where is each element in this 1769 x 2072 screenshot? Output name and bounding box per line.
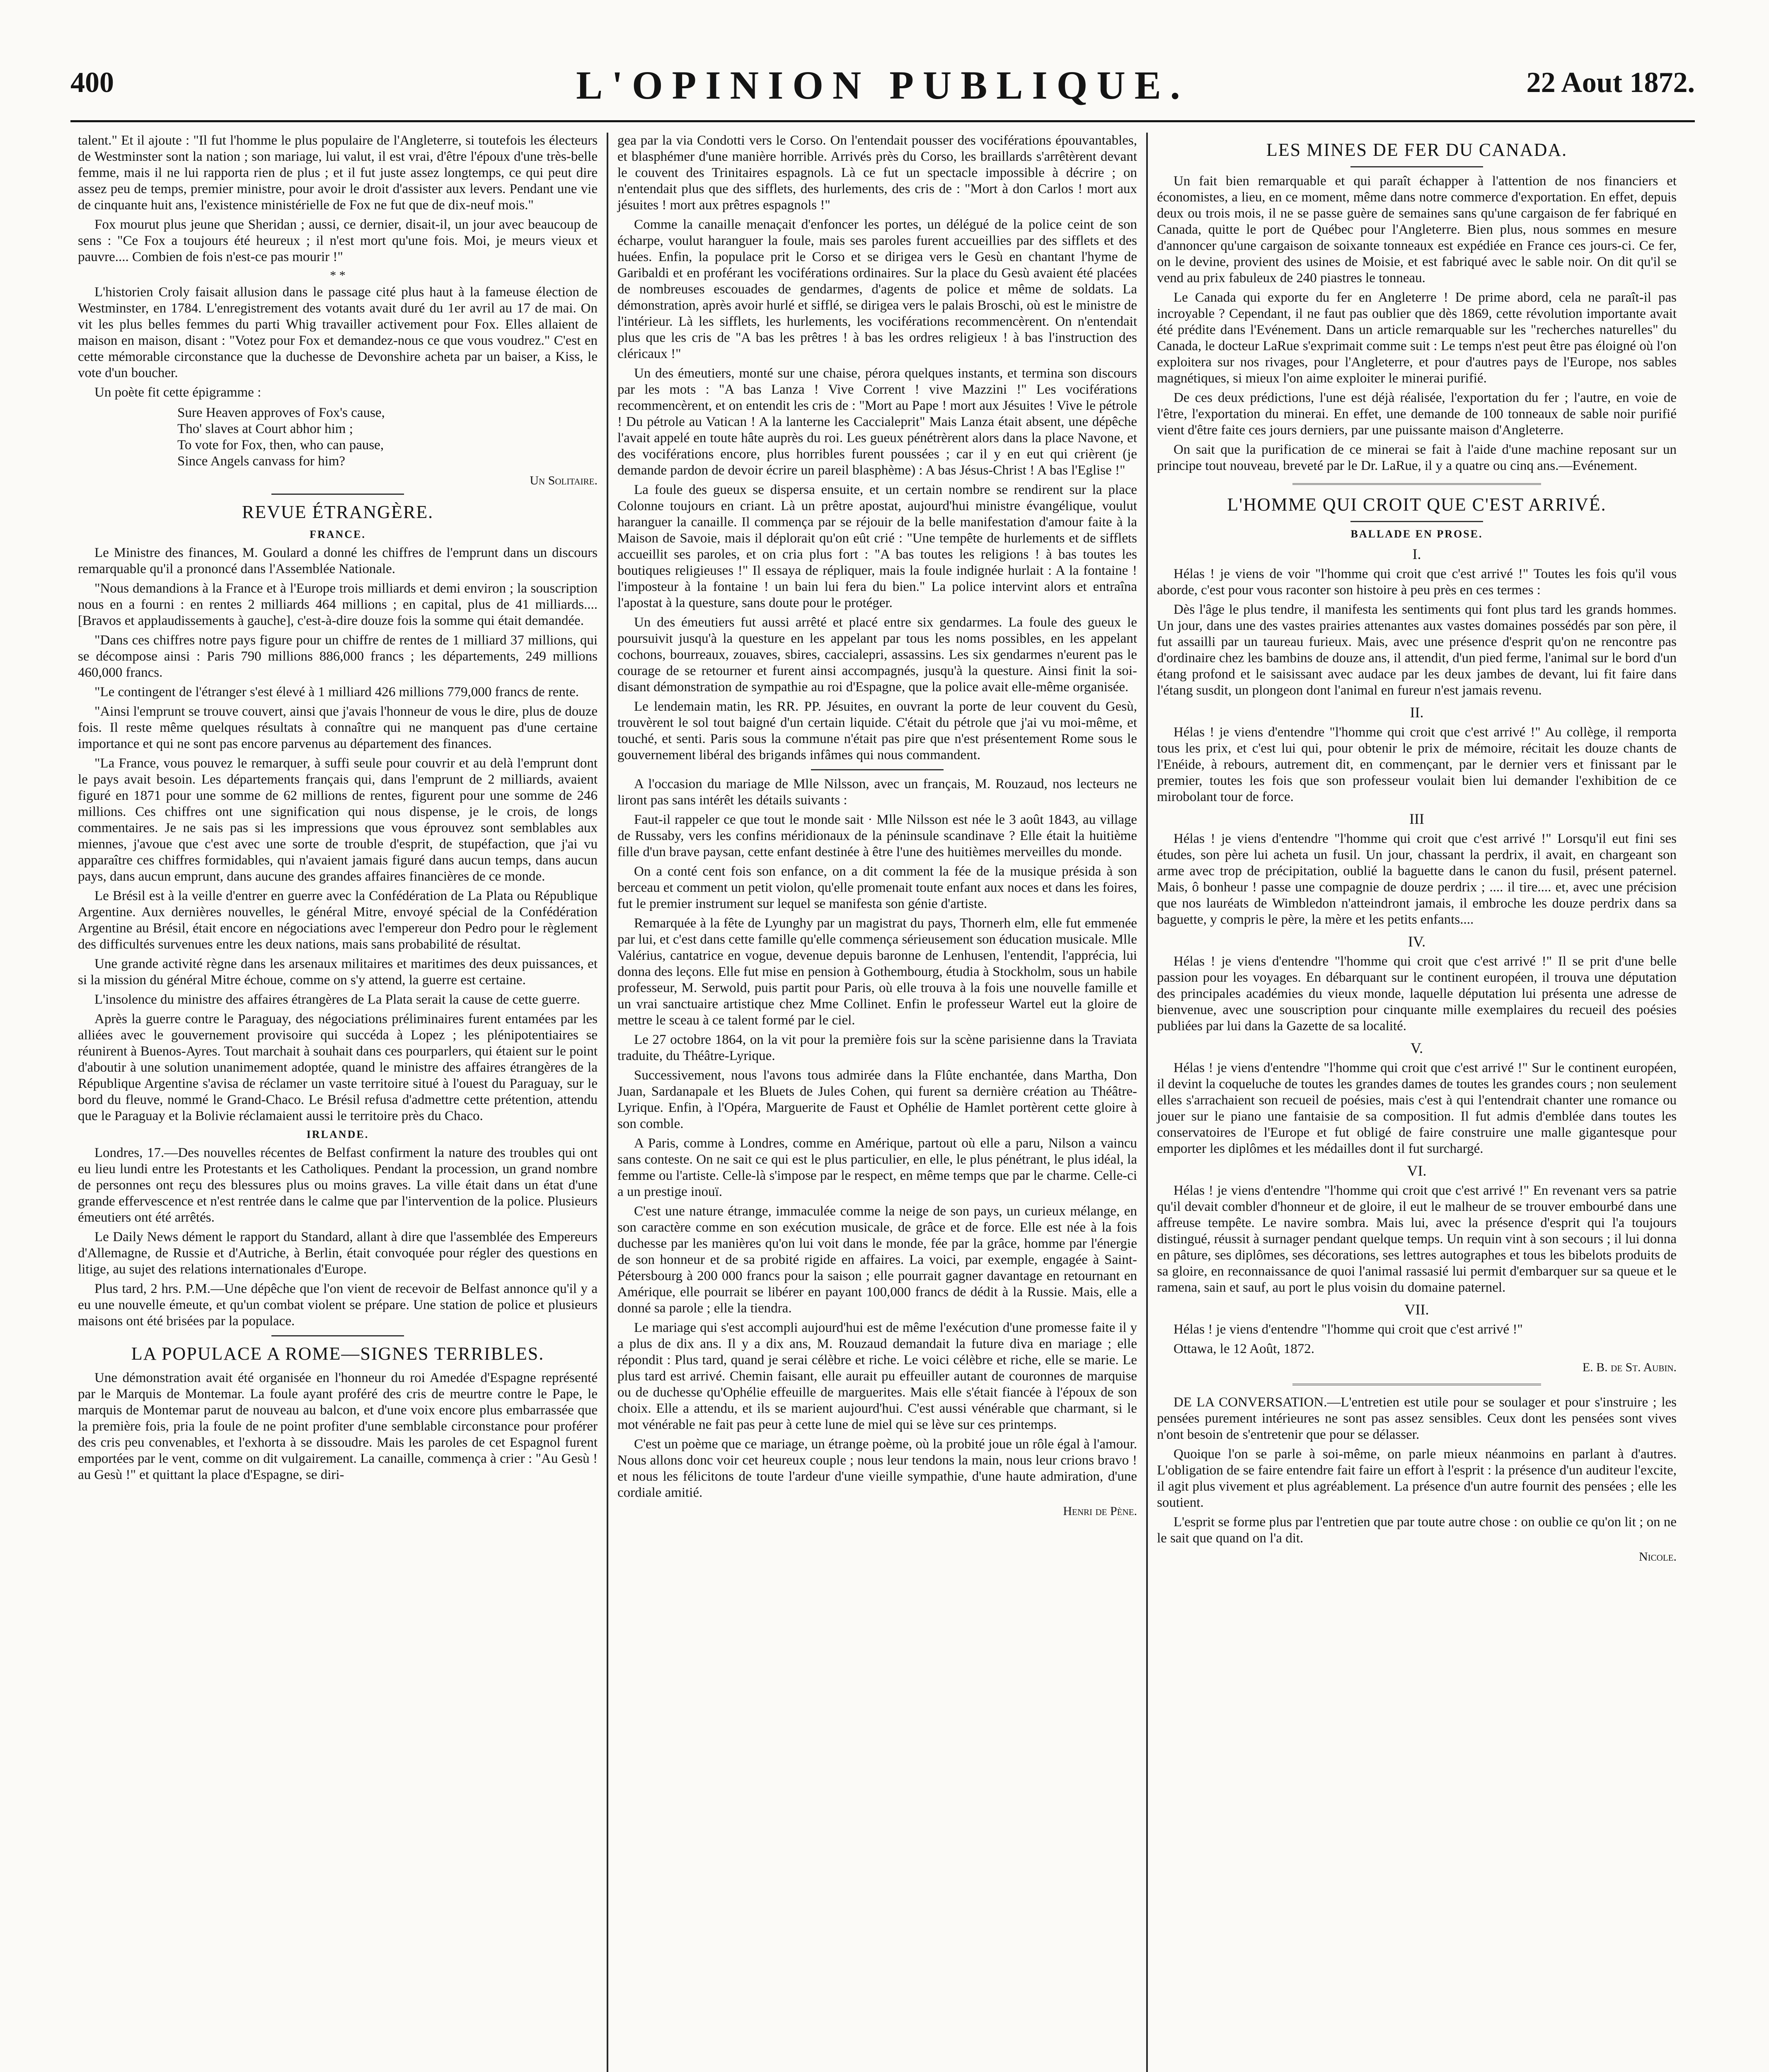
paragraph: Le lendemain matin, les RR. PP. Jésuites, en ouvrant la porte de leur couvent du Gesù, trouvèrent le sol tout baigné d'un certain liquide. C'était du pétrole que j'ai vu moi-même, et touché, et senti. Paris sous la commune n'était pas pire que n'est présentement Rome sous le gouvernement libéral des brigands infâmes qui nous commandent. — [617, 699, 1137, 762]
subsection-title: IRLANDE. — [306, 1128, 369, 1140]
signature: Henri de Pène. — [1063, 1504, 1137, 1518]
paragraph: La foule des gueux se dispersa ensuite, et un certain nombre se rendirent sur la place Colonne toujours en criant. Là un prêtre apostat, aujourd'hui ministre évangélique, voulut haranguer la canaille. Il commença par se réjouir de la belle manifestation d'amour faite à la Maison de Savoie, mais il déplorait qu'on eût crié : "Une tempête de hurlements et de sifflets accueillit ses paroles, et on cria plus fort : "A bas toutes les religions ! à bas toutes les boutiques religieuses !" Il essaya de répliquer, mais la foule indignée hurlait : A la fontaine ! l'imposteur à la fontaine ! un bain lui fera du bien." La police intervint alors et entraîna l'apostat à la questure, sans doute pour le protéger. — [617, 482, 1137, 610]
column-1 — [70, 133, 605, 2072]
paragraph: C'est un poème que ce mariage, un étrange poème, où la probité joue un rôle égal à l'amour. Nous allons donc voir cet heureux couple ; nous leur tendons la main, nous leur crions bravo ! et nous les félicitons de toute l'ardeur d'une vieille sympathie, d'une haute admiration, d'une cordiale amitié. — [617, 1437, 1137, 1500]
paragraph: Le Ministre des finances, M. Goulard a donné les chiffres de l'emprunt dans un discours remarquable qu'il a prononcé dans l'Assemblée Nationale. — [78, 545, 598, 576]
newspaper-page — [70, 62, 1695, 2072]
signature: Un Solitaire. — [530, 474, 598, 487]
masthead — [70, 62, 1695, 122]
section-number: IV. — [1408, 933, 1426, 950]
section-number: VII. — [1404, 1301, 1429, 1318]
section-title: REVUE ÉTRANGÈRE. — [242, 502, 434, 522]
paragraph: Hélas ! je viens d'entendre "l'homme qui croit que c'est arrivé !" Sur le continent européen, il devint la coqueluche de toutes les grandes dames de toutes les grandes cours ; non seulement elles s'arrachaient son recueil de poésies, mais c'est à qui l'entendrait chanter une romance ou jouer sur le piano une fantaisie de sa composition. Il fut admis d'emblée dans toutes les conservatoires de l'Europe et fut obligé de faire construire une malle gigantesque pour emporter les diplômes et les médailles dont il fut surchargé. — [1157, 1060, 1677, 1156]
paragraph: DE LA CONVERSATION.—L'entretien est utile pour se soulager et pour s'instruire ; les pensées purement intérieures ne sont pas assez sensibles. Ceux dont les pensées sont vives n'ont besoin de s'entretenir que pour se délasser. — [1157, 1395, 1677, 1442]
paragraph: Remarquée à la fête de Lyunghy par un magistrat du pays, Thornerh elm, elle fut emmenée par lui, et c'est dans cette famille qu'elle commença sérieusement son éducation musicale. Mlle Valérius, cantatrice en vogue, devenue depuis baronne de Lenhusen, l'entendit, l'apprécia, lui donna des leçons. Elle fut mise en pension à Gothembourg, étudia à Stockholm, sous un habile professeur, M. Serwold, puis partit pour Paris, où elle trouva à la fois une nouvelle famille et un vrai sanctuaire artistique chez Mme Collinet. Enfin le professeur Wartel eut la gloire de mettre le sceau à ce talent formé par le ciel. — [617, 916, 1137, 1028]
column-3 — [1149, 133, 1684, 2072]
paragraph: Hélas ! je viens d'entendre "l'homme qui croit que c'est arrivé !" Il se prit d'une belle passion pour les voyages. En débarquant sur le continent européen, il trouva une députation des principales académies du vieux monde, laquelle députation lui présenta une adresse de bienvenue, avec une souscription pour cinquante mille exemplaires du recueil des poésies publiées par lui dans la Gazette de sa localité. — [1157, 954, 1677, 1034]
signature: Nicole. — [1639, 1550, 1677, 1564]
column-2 — [610, 133, 1145, 2072]
paragraph: Dès l'âge le plus tendre, il manifesta les sentiments qui font plus tard les grands hommes. Un jour, dans une des vastes prairies attenantes aux vastes domaines possédés par son père, il fut assailli par un taureau furieux. Mais, avec une présence d'esprit qu'on ne rencontre pas d'ordinaire chez les bambins de douze ans, il attendit, d'un pied ferme, l'animal sur le bord d'un étang profond et le saisissant avec audace par les deux jambes de devant, lui fit faire dans l'étang susdit, un plongeon dont l'animal en fureur n'est jamais revenu. — [1157, 602, 1677, 698]
section-ornament: * * — [330, 269, 346, 282]
divider — [271, 1335, 404, 1336]
divider — [271, 494, 404, 495]
section-number: V. — [1410, 1040, 1423, 1056]
section-title: LA POPULACE A ROME—SIGNES TERRIBLES. — [131, 1343, 544, 1364]
paragraph: Un des émeutiers, monté sur une chaise, pérora quelques instants, et termina son discours par les mots : "A bas Lanza ! Vive Corrent ! vive Mazzini !" Les vociférations recommencèrent, et on entendit les cris de : "Mort au Pape ! mort aux Jésuites ! Vive le pétrole ! Du pétrole au Vatican ! A la lanterne les Caccialeprit" Mais Lanza était absent, une dépêche l'avait appelé en toute hâte auprès du roi. Les gueux pénétrèrent alors dans la place Navone, et des vociférations encore, plus horribles furent poussées ; car il y en eut qui crièrent (je demande pardon de devoir écrire un pareil blasphème) : A bas Jésus-Christ ! A bas l'Eglise !" — [617, 366, 1137, 478]
paragraph: A l'occasion du mariage de Mlle Nilsson, avec un français, M. Rouzaud, nos lecteurs ne liront pas sans intérêt les détails suivants : — [617, 777, 1137, 808]
signature: E. B. de St. Aubin. — [1582, 1360, 1677, 1374]
paragraph: Hélas ! je viens d'entendre "l'homme qui croit que c'est arrivé !" Au collège, il remporta tous les prix, et c'est lui qui, pour obtenir le prix de mémoire, récitait les douze chants de l'Enéide, à rebours, autrement dit, en commençant, par le dernier vers et finissant par le premier, toutes les fois que son professeur voulait bien lui demander l'exhibition de ce mirobolant tour de force. — [1157, 725, 1677, 804]
epigram-poem — [177, 405, 598, 470]
paper-title: L'OPINION PUBLIQUE. — [576, 63, 1189, 107]
divider — [1292, 483, 1541, 485]
paragraph: Fox mourut plus jeune que Sheridan ; aussi, ce dernier, disait-il, un jour avec beaucoup de sens : "Ce Fox a toujours été heureux ; il n'est mort qu'une fois. Moi, je meurs vieux et pauvre.... Combien de fois n'est-ce pas mourir !" — [78, 217, 598, 264]
paragraph: On sait que la purification de ce minerai se fait à l'aide d'une machine reposant sur un principe tout nouveau, breveté par le Dr. LaRue, il y a quatre ou cinq ans.—Evénement. — [1157, 442, 1677, 473]
poem-line: Since Angels canvass for him? — [177, 454, 346, 469]
column-rule — [1146, 133, 1148, 2072]
paragraph: Un poète fit cette épigramme : — [94, 385, 261, 400]
paragraph: Comme la canaille menaçait d'enfoncer les portes, un délégué de la police ceint de son écharpe, voulut haranguer la foule, mais ses paroles furent accueillies par des sifflets et des huées. Enfin, la populace prit le Corso et se dirigea vers le Gesù en chantant l'hyme de Garibaldi et en proférant les vociférations ordinaires. Sur la place du Gesù avaient été placées de nombreuses escouades de gendarmes, d'agents de police et même de soldats. La démonstration, après avoir hurlé et sifflé, se dirigea vers le palais Broschi, où est le ministre de l'intérieur. Là les sifflets, les hurlements, les vociférations recommencèrent. On n'entendait plus que les cris de "A bas les prêtres ! à bas les ordres religieux ! à bas l'instruction des cléricaux !" — [617, 217, 1137, 361]
paragraph: talent." Et il ajoute : "Il fut l'homme le plus populaire de l'Angleterre, si toutefois les électeurs de Westminster sont la nation ; son mariage, lui valut, il est vrai, d'être l'époux d'une très-belle femme, mais il ne lui rapporta rien de plus ; et il fut juste assez longtemps, ce qui peut dire assez peu de temps, premier ministre, pour avoir le droit d'assister aux levers. Pendant une vie de cinquante huit ans, l'existence ministérielle de Fox ne fut que de dix-neuf mois." — [78, 133, 598, 213]
paragraph: Londres, 17.—Des nouvelles récentes de Belfast confirment la nature des troubles qui ont eu lieu lundi entre les Protestants et les Catholiques. Pendant la procession, un grand nombre de personnes ont reçu des blessures plus ou moins graves. La ville était dans un état d'une grande effervescence et n'est rentrée dans le calme que par l'intervention de la police. Plusieurs émeutiers ont été arrêtés. — [78, 1145, 598, 1225]
paragraph: "Ainsi l'emprunt se trouve couvert, ainsi que j'avais l'honneur de vous le dire, plus de douze fois. Il reste même quelques résultats à connaître qui ne manquent pas d'une certaine importance et qui ne sont pas encore parvenus au département des finances. — [78, 704, 598, 751]
paragraph: De ces deux prédictions, l'une est déjà réalisée, l'exportation du fer ; l'autre, en voie de l'être, l'exportation du minerai. En effet, une demande de 100 tonneaux de sable noir purifié vient d'être faite ces jours derniers, par une puissante maison d'Angleterre. — [1157, 390, 1677, 438]
subsection-title: BALLADE EN PROSE. — [1350, 528, 1483, 540]
section-number: VI. — [1407, 1162, 1427, 1179]
paragraph: "Dans ces chiffres notre pays figure pour un chiffre de rentes de 1 milliard 37 millions, qui se décompose ainsi : Paris 790 millions 886,000 francs ; les départements, 249 millions 460,000 francs. — [78, 633, 598, 680]
paragraph: Quoique l'on se parle à soi-même, on parle mieux néanmoins en parlant à d'autres. L'obligation de se faire entendre fait faire un effort à l'esprit : la présence d'un auditeur l'excite, il agit plus vivement et plus agréablement. La présence d'un autre fournit des pensées ; elle les soutient. — [1157, 1447, 1677, 1510]
paragraph: Une grande activité règne dans les arsenaux militaires et maritimes des deux puissances, et si la mission du général Mitre échoue, comme on s'y attend, la guerre est certaine. — [78, 956, 598, 988]
paragraph: A Paris, comme à Londres, comme en Amérique, partout où elle a paru, Nilson a vaincu sans conteste. On ne sait ce qui est le plus particulier, en elle, le plus pénétrant, le plus idéal, la femme ou l'artiste. Celle-là s'impose par le respect, en même temps que par le charme. Celle-ci a un prestige inouï. — [617, 1136, 1137, 1199]
paragraph: L'historien Croly faisait allusion dans le passage cité plus haut à la fameuse élection de Westminster, en 1784. L'enregistrement des votants avait duré du 1er avril au 17 de mai. On vit les plus belles femmes du parti Whig travailler activement pour Fox. Elles allaient de maison en maison, disant : "Votez pour Fox et demandez-nous ce que vous voudrez." C'est en cette mémorable circonstance que la duchesse de Devonshire acheta par un baiser, a Kiss, le vote d'un boucher. — [78, 285, 598, 380]
section-number: I. — [1412, 546, 1421, 562]
section-number: III — [1409, 811, 1424, 827]
poem-line: Tho' slaves at Court abhor him ; — [177, 421, 353, 436]
page-number: 400 — [70, 67, 114, 99]
paragraph: "La France, vous pouvez le remarquer, à suffi seule pour couvrir et au delà l'emprunt dont le pays avait besoin. Les départements français qui, dans l'emprunt de 2 milliards, avaient figuré en 1871 pour une somme de 62 millions de rentes, figurent pour une somme de 246 millions. Ces chiffres ont une signification qui nous dispense, je le crois, de longs commentaires. Je ne sais pas si les impressions que vous éprouvez sont semblables aux miennes, j'avoue que c'est avec une sorte de trouble d'esprit, de stupéfaction, que j'ai vu apparaître ces chiffres formidables, qui n'avaient jamais figuré dans aucun temps, dans aucun pays, dans aucun emprunt, dans aucune des grandes affaires financières de ce monde. — [78, 756, 598, 884]
paragraph: L'esprit se forme plus par l'entretien que par toute autre chose : on oublie ce qu'on lit ; on ne le sait que quand on l'a dit. — [1157, 1515, 1677, 1546]
paragraph: Faut-il rappeler ce que tout le monde sait · Mlle Nilsson est née le 3 août 1843, au village de Russaby, vers les confins méridionaux de la péninsule scandinave ? Elle était la huitième fille d'un brave paysan, cette enfant destinée à être l'une des huitièmes merveilles du monde. — [617, 812, 1137, 859]
divider — [811, 769, 944, 770]
paragraph: Plus tard, 2 hrs. P.M.—Une dépêche que l'on vient de recevoir de Belfast annonce qu'il y a eu une nouvelle émeute, et qu'un combat violent se prépare. Une station de police et plusieurs maisons ont été brisées par la populace. — [78, 1281, 598, 1329]
section-number: II. — [1410, 704, 1424, 721]
paragraph: gea par la via Condotti vers le Corso. On l'entendait pousser des vociférations épouvantables, et blasphémer d'une manière horrible. Arrivés près du Corso, les braillards s'arrêtèrent devant le couvent des Trinitaires espagnols. Là ce fut un spectacle impossible à décrire ; on n'entendait plus que des sifflets, des hurlements, des cris de : "Mort à don Carlos ! mort aux jésuites ! mort aux prêtres espagnols !" — [617, 133, 1137, 213]
divider — [1350, 521, 1483, 522]
column-rule — [607, 133, 608, 2072]
paragraph: Le Brésil est à la veille d'entrer en guerre avec la Confédération de La Plata ou République Argentine. Aux dernières nouvelles, le général Mitre, envoyé spécial de la Confédération Argentine au Brésil, était encore en négociations avec l'empereur don Pedro pour le règlement des difficultés survenues entre les deux nations, mais sans probabilité de résultat. — [78, 888, 598, 952]
paragraph: Après la guerre contre le Paraguay, des négociations préliminaires furent entamées par les alliées avec le gouvernement provisoire qui succéda à Lopez ; les plénipotentiaires se réunirent à Buenos-Ayres. Tout marchait à souhait dans ces pourparlers, qui étaient sur le point d'aboutir à une solution unanimement adoptée, quand le ministre des affaires étrangères de la République Argentine s'avisa de réclamer un vaste territoire situé à l'ouest du Paraguay, sur le bord du fleuve, nommé le Grand-Chaco. Le Brésil refusa d'admettre cette prétention, attendu que le Paraguay et la Bolivie réclamaient aussi le territoire près du Chaco. — [78, 1012, 598, 1123]
poem-line: To vote for Fox, then, who can pause, — [177, 438, 384, 453]
paragraph: "Nous demandions à la France et à l'Europe trois milliards et demi environ ; la souscription nous en a fourni : en rentes 2 milliards 464 millions ; en capital, plus de 41 milliards.... [Bravos et applaudissements à gauche], c'est-à-dire douze fois la somme qui était demandée. — [78, 581, 598, 628]
section-title: LES MINES DE FER DU CANADA. — [1266, 140, 1568, 160]
poem-line: Sure Heaven approves of Fox's cause, — [177, 405, 385, 420]
paragraph: On a conté cent fois son enfance, on a dit comment la fée de la musique présida à son berceau et comment un petit violon, qu'elle promenait toute enfant aux noces et dans les foires, fut le premier instrument sur lequel se manifesta son génie d'artiste. — [617, 864, 1137, 911]
paragraph: C'est une nature étrange, immaculée comme la neige de son pays, un curieux mélange, en son caractère comme en son exécution musicale, de grâce et de force. Elle est née à la fois duchesse par les manières qu'on lui voit dans le monde, fée par la grâce, homme par l'énergie de son honneur et de sa probité rigide en affaires. La voici, par exemple, engagée à Saint-Pétersbourg à 200 000 francs pour la saison ; elle pourrait gagner davantage en retournant en Amérique, elle pourrait se libérer en payant 100,000 francs de dédit à la Russie. Mais, elle a donné sa parole ; elle la tiendra. — [617, 1204, 1137, 1316]
paragraph: Hélas ! je viens de voir "l'homme qui croit que c'est arrivé !" Toutes les fois qu'il vous aborde, c'est pour vous raconter son histoire à peu près en ces termes : — [1157, 566, 1677, 598]
paragraph: Le 27 octobre 1864, on la vit pour la première fois sur la scène parisienne dans la Traviata traduite, du Théâtre-Lyrique. — [617, 1032, 1137, 1063]
paragraph: Un fait bien remarquable et qui paraît échapper à l'attention de nos financiers et économistes, a lieu, en ce moment, même dans notre commerce d'exportation. En effet, depuis deux ou trois mois, il ne se passe guère de semaines sans qu'une cargaison de fer fabriqué en Canada, quitte le port de Québec pour l'Angleterre. Bien plus, nous sommes en mesure d'annoncer qu'une cargaison de soixante tonneaux est expédiée en France ces jours-ci. Ce fer, on le devine, provient des usines de Moisie, et est fabriqué avec le sable noir. On dit qu'il se vend au prix fabuleux de 240 piastres le tonneau. — [1157, 174, 1677, 286]
paragraph: Le mariage qui s'est accompli aujourd'hui est de même l'exécution d'une promesse faite il y a plus de dix ans. Il y a dix ans, M. Rouzaud demandait la future diva en mariage ; elle répondit : Plus tard, quand je serai célèbre et riche. Le voici célèbre et riche, elle se marie. Le plus tard est arrivé. Chemin faisant, elle aurait pu effeuiller autant de couronnes de marquise ou de duchesse qu'Ophélie effeuille de marguerites. Mais elle s'était fiancée à l'époux de son choix. Elle a attendu, et ils se marient aujourd'hui. C'est aussi vénérable que charmant, si le mot vénérable ne fait pas peur à cette lune de miel qui se lève sur ces printemps. — [617, 1320, 1137, 1432]
paragraph: Le Daily News dément le rapport du Standard, allant à dire que l'assemblée des Empereurs d'Allemagne, de Russie et d'Autriche, à Berlin, était convoquée pour régler des questions en litige, au sujet des relations internationales d'Europe. — [78, 1230, 598, 1277]
paragraph: Hélas ! je viens d'entendre "l'homme qui croit que c'est arrivé !" Lorsqu'il eut fini ses études, son père lui acheta un fusil. Un jour, chassant la perdrix, il avait, en chargeant son arme avec trop de précipitation, oublié la baguette dans le canon du fusil, présent paternel. Mais, ô bonheur ! passe une compagnie de douze perdrix ; .... il tire.... et, avec une précision que nos lauréats de Wimbledon n'atteindront jamais, il embroche les douze perdrix dans sa baguette, y compris le père, la mère et les petits enfants.... — [1157, 831, 1677, 927]
paragraph: Un des émeutiers fut aussi arrêté et placé entre six gendarmes. La foule des gueux le poursuivit jusqu'à la questure en les appelant par tous les noms possibles, en les appelant cochons, bourreaux, zouaves, sbires, caccialepri, assassins. Les six gendarmes n'eurent pas le courage de se retourner et furent ainsi accompagnés, jusqu'à la questure. Ainsi finit la soi-disant démonstration de sympathie au roi d'Espagne, que la police avait elle-même organisée. — [617, 615, 1137, 695]
issue-date: 22 Aout 1872. — [1526, 67, 1695, 99]
section-title: L'HOMME QUI CROIT QUE C'EST ARRIVÉ. — [1227, 494, 1607, 515]
dateline: Ottawa, le 12 Août, 1872. — [1174, 1341, 1315, 1356]
paragraph: Le Canada qui exporte du fer en Angleterre ! De prime abord, cela ne paraît-il pas incroyable ? Cependant, il ne faut pas oublier que dès 1869, cette révolution importante avait été prédite dans l'Evénement. Dans un article remarquable sur les "recherches naturelles" du Canada, le docteur LaRue s'exprimait comme suit : Le temps n'est peut être pas éloigné où l'on exploitera sur nos rivages, pour l'Angleterre, et pour d'autres pays de l'Europe, nos sables magnétiques, si mieux l'on aime exploiter le minerai purifié. — [1157, 290, 1677, 386]
paragraph: Hélas ! je viens d'entendre "l'homme qui croit que c'est arrivé !" — [1174, 1322, 1523, 1337]
paragraph: "Le contingent de l'étranger s'est élevé à 1 milliard 426 millions 779,000 francs de rente. — [94, 685, 579, 700]
divider — [1292, 1384, 1541, 1385]
paragraph: Une démonstration avait été organisée en l'honneur du roi Amedée d'Espagne représenté par le Marquis de Montemar. La foule ayant proféré des cris de meurtre contre le Pape, le marquis de Montemar parut de nouveau au balcon, et d'une voix encore plus embarrassée que la première fois, pria la foule de ne point profiter d'une semblable circonstance pour proférer des cris peu convenables, et l'exhorta à se dissoudre. Mais les paroles de cet Espagnol furent emportées par le vent, comme on dit vulgairement. La canaille, commença à crier : "Au Gesù ! au Gesù !" et quittant la place d'Espagne, se diri- — [78, 1370, 598, 1482]
divider — [1350, 166, 1483, 167]
paragraph: L'insolence du ministre des affaires étrangères de La Plata serait la cause de cette guerre. — [94, 992, 580, 1007]
paragraph: Hélas ! je viens d'entendre "l'homme qui croit que c'est arrivé !" En revenant vers sa patrie qu'il devait combler d'honneur et de gloire, il eut le malheur de se trouver embourbé dans une affreuse tempête. Le navire sombra. Mais lui, avec la présence d'esprit qui l'a toujours distingué, réussit à surnager pendant quelque temps. Un requin vint à son secours ; il lui donna en pâture, ses diplômes, ses décorations, ses lettres autographes et tous les bibelots produits de sa gloire, en reconnaissance de quoi l'animal rassasié lui permit d'embarquer sur sa queue et le ramena, sain et sauf, au port le plus voisin du domaine paternel. — [1157, 1183, 1677, 1295]
fox-article — [78, 133, 598, 488]
paragraph: Successivement, nous l'avons tous admirée dans la Flûte enchantée, dans Martha, Don Juan, Sardanapale et les Bluets de Jules Cohen, qui furent sa dernière création au Théâtre-Lyrique. Enfin, à l'Opéra, Marguerite de Faust et Ophélie de Hamlet portèrent cette gloire à son comble. — [617, 1068, 1137, 1131]
subsection-title: FRANCE. — [310, 528, 366, 540]
